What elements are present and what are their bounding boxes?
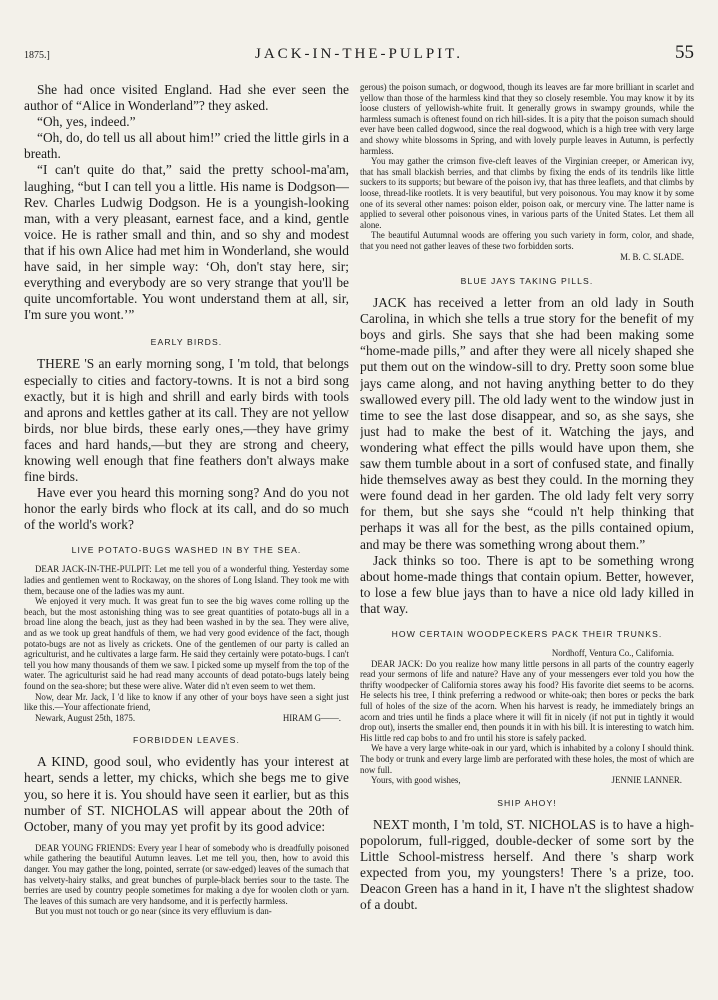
alice-paragraph: She had once visited England. Had she ever seen the author of “Alice in Wonderland”? they asked. [24,82,349,114]
potato-bugs-heading: LIVE POTATO-BUGS WASHED IN BY THE SEA. [71,545,302,556]
signature-name: HIRAM G——. [282,712,341,723]
woodpeckers-letter: We have a very large white-oak in our yard, which is inhabited by a colony I should think. The body or trunk and every large limb are perforated with these holes, the most of which are now full. [360,743,694,775]
forbidden-leaves-intro: A KIND, good soul, who evidently has your interest at heart, sends a letter, my chicks, which she begs me to give you, so here it is. You should have seen it earlier, but as this number of ST. NICHOLAS will appear about the 20th of October, many of you may yet profit by its good advice: [24,754,349,834]
page-number: 55 [675,42,694,63]
alice-paragraph: “I can't quite do that,” said the pretty school-ma'am, laughing, “but I can tell you a little. His name is Dodgson—Rev. Charles Ludwig Dodgson. He is a youngish-looking man, with a very pleasant, earnest face, and a kind, gentle voice. He is rather small and thin, and so shy and modest that if his own Alice had met him in Wonderland, she would have said, in her simple way: ‘Oh, don't stay here, sir; everything and everybody are so very strange that you'll be quite uncomfortable. You wont understand them at all, sir, I'm sure you wont.’” [24,162,349,323]
potato-bugs-signature [24,713,349,724]
ship-ahoy-heading: SHIP AHOY! [497,797,557,808]
forbidden-leaves-heading: FORBIDDEN LEAVES. [133,735,240,746]
forbidden-leaves-continued: gerous) the poison sumach, or dogwood, though its leaves are far more brilliant in scarlet and yellow than those of the harmless kind that they so closely resemble. You may know it by its loose clusters of yellowish-white fruit. It generally grows in swampy grounds, while the harmless sumach is oftenest found on rich hill-sides. It is a pity that the poison sumach should ever have been called dogwood, since the real dogwood, which is a high tree with very large and showy white blossoms in Spring, and with lovely purple leaves in Autumn, is perfectly harmless. [360,82,694,156]
left-column [24,82,349,988]
woodpeckers-place: Nordhoff, Ventura Co., California. [551,647,674,658]
early-birds-paragraph: Have ever you heard this morning song? And do you not honor the early birds who flock at its call, and do so much of the world's work? [24,485,349,533]
blue-jays-paragraph: JACK has received a letter from an old lady in South Carolina, in which she tells a true story for the benefit of my boys and girls. She says that she had been making some “home-made pills,” and after they were all nicely shaped she put them out on the window-sill to dry. Pretty soon some blue jays came along, and not having anything better to do they swallowed every pill. The old lady went to the window just in time to see the last dose disappear, and so, as she says, she just had to make the best of it. Watching the jays, and wondering what effect the pills would have upon them, she saw them tumble about in a sort of confused state, and finally hide themselves away as best they could. In the morning they were found dead in her garden. The old lady felt very sorry for them, but she says she “could n't help thinking that perhaps it was all for the best, as the pills contained opium, and may be there was something wrong about them.” [360,295,694,552]
blue-jays-heading: BLUE JAYS TAKING PILLS. [460,276,594,287]
blue-jays-paragraph: Jack thinks so too. There is apt to be something wrong about home-made things that contain opium. Better, however, to lose a few blue jays than to have a nice old lady killed in that way. [360,552,694,616]
right-column [360,82,694,988]
alice-paragraph: “Oh, yes, indeed.” [37,114,136,130]
woodpeckers-signature [360,775,694,786]
signature-closing: Yours, with good wishes, [371,775,461,786]
early-birds-paragraph: THERE 'S an early morning song, I 'm told, that belongs especially to cities and factory-towns. It is not a bird song exactly, but it is high and shrill and early birds with tools and aprons and kettles gather at its call. They are not yellow birds, nor blue birds, these early ones,—they have grimy faces and hard hands,—but they are strong and cheery, knowing well enough that fine feathers don't always make fine birds. [24,356,349,485]
forbidden-leaves-signature: M. B. C. SLADE. [620,251,684,262]
woodpeckers-letter: DEAR JACK: Do you realize how many little persons in all parts of the country eagerly read your sermons of life and nature? Have any of your messengers ever told you how the thrifty woodpecker of California stores away his food? His favorite diet seems to be acorns. He selects his tree, I think preferring a redwood or white-oak; then bores or pecks the bark full of holes of the size of the acorn. When his harvest is ready, he immediately brings an acorn and tries until he finds a place where it will fit in nicely (if not put in tightly it would drop out), inserts the smaller end, then pounds it in with his bill. It is interesting to watch him. His little red cap bobs to and fro until his store is safely packed. [360,658,694,743]
potato-bugs-letter: We enjoyed it very much. It was great fun to see the big waves come rolling up the beach, but the most astonishing thing was to see great quantities of potato-bugs all in a broad line along the beach, just as they had been washed in by the sea. They were alive, and as we took up great handfuls of them, we had very good evidence of the fact, though potato-bugs are not as lively as crickets. One of the gentlemen of our party is called an agriculturist, and he cultivates a large farm. He said they certainly were potato-bugs. I can't tell you how many thousands of them we saw. I picked some up myself from the top of the water. The agriculturist said he had read many accounts of dead potato-bugs lately being found on the sea-shore; but these were alive. Water did n't even seem to wet them. [24,596,349,691]
forbidden-leaves-letter: DEAR YOUNG FRIENDS: Every year I hear of somebody who is dreadfully poisoned while gathering the beautiful Autumn leaves. Let me tell you, then, how to avoid this danger. You may gather the long, pointed, serrate (or saw-edged) leaves of the sumach that has velvety-hairy stalks, and great bunches of purple-black berries sour to the taste. The berries are used by country people sometimes for making a dye for woolen cloth or yarn. The leaves of this sumach are very handsome, and it is perfectly harmless. [24,842,349,906]
forbidden-leaves-letter: But you must not touch or go near (since its very effluvium is dan- [35,906,272,917]
potato-bugs-letter: Now, dear Mr. Jack, I 'd like to know if any other of your boys have seen a sight just like this.—Your affectionate friend, [24,691,349,713]
early-birds-heading: EARLY BIRDS. [150,337,223,348]
forbidden-leaves-continued: The beautiful Autumnal woods are offering you such variety in form, color, and shade, that you need not gather leaves of these two forbidden sorts. [360,230,694,251]
header-title: JACK-IN-THE-PULPIT. [255,46,463,62]
forbidden-leaves-continued: You may gather the crimson five-cleft leaves of the Virginian creeper, or American ivy, that has small blackish berries, and that climbs by fixing the ends of its tendrils like little suckers to its supports; but beware of the poison ivy, that has three leaflets, and that climbs by loose, thread-like rootlets. It is very beautiful, but very poisonous. You may know it by some one of its several other names: poison elder, poison oak, or mercury vine. The latter name is applied to several other poisonous vines, in various parts of the United States. Let them all alone. [360,156,694,230]
woodpeckers-heading: HOW CERTAIN WOODPECKERS PACK THEIR TRUNKS. [391,628,663,639]
ship-ahoy-paragraph: NEXT month, I 'm told, ST. NICHOLAS is to have a high-popolorum, full-rigged, double-decker of some sort by the Little School-mistress herself. And there 's sharp work expected from you, my youngsters! There 's a prize, too. Deacon Green has a hand in it, I have n't the slightest shadow of a doubt. [360,816,694,913]
header-year: 1875.] [24,50,50,61]
signature-name: JENNIE LANNER. [611,775,682,786]
alice-paragraph: “Oh, do, do tell us all about him!” cried the little girls in a breath. [24,130,349,162]
potato-bugs-letter: DEAR JACK-IN-THE-PULPIT: Let me tell you of a wonderful thing. Yesterday some ladies and gentlemen went to Rockaway, on the shores of Long Island. They took me with them, because one of the ladies was my aunt. [24,564,349,596]
signature-place: Newark, August 25th, 1875. [35,712,136,723]
running-header [24,42,694,66]
